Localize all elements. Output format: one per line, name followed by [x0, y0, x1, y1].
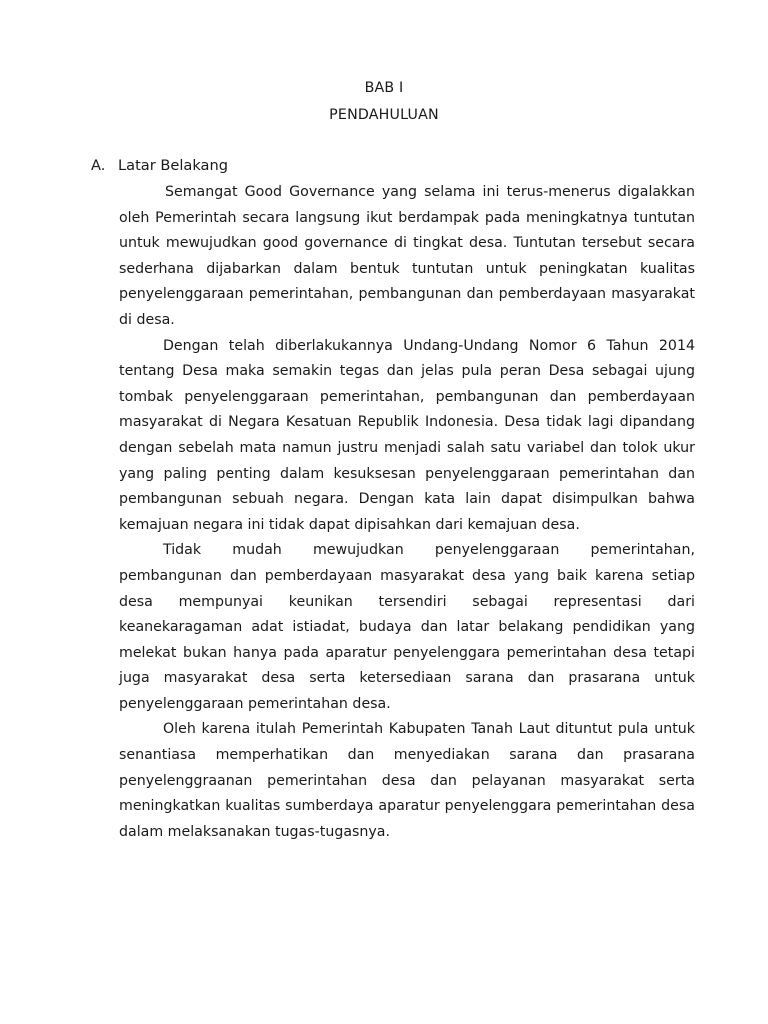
body-text — [119, 180, 695, 845]
chapter-title: PENDAHULUAN — [329, 107, 439, 123]
paragraph-3: Tidak mudah mewujudkan penyelenggaraan pemerintahan, pembangunan dan pemberdayaan masyarakat desa yang baik karena setiap desa mempunyai keunikan tersendiri sebagai representasi dari keanekaragaman adat istiadat, budaya dan latar belakang pendidikan yang melekat bukan hanya pada aparatur penyelenggara pemerintahan desa tetapi juga masyarakat desa serta ketersediaan sarana dan prasarana untuk penyelenggaraan pemerintahan desa. — [119, 542, 695, 712]
section-title: Latar Belakang — [118, 157, 229, 174]
section-heading — [91, 157, 228, 174]
section-letter: A. — [91, 157, 106, 174]
chapter-number: BAB I — [364, 80, 404, 96]
paragraph-2: Dengan telah diberlakukannya Undang-Undang Nomor 6 Tahun 2014 tentang Desa maka semakin tegas dan jelas pula peran Desa sebagai ujung tombak penyelenggaraan pemerintahan, pembangunan dan pemberdayaan masyarakat di Negara Kesatuan Republik Indonesia. Desa tidak lagi dipandang dengan sebelah mata namun justru menjadi salah satu variabel dan tolok ukur yang paling penting dalam kesuksesan penyelenggaraan pemerintahan dan pembangunan sebuah negara. Dengan kata lain dapat disimpulkan bahwa kemajuan negara ini tidak dapat dipisahkan dari kemajuan desa. — [119, 337, 695, 533]
paragraph-1: Semangat Good Governance yang selama ini terus-menerus digalakkan oleh Pemerintah secara langsung ikut berdampak pada meningkatnya tuntutan untuk mewujudkan good governance di tingkat desa. Tuntutan tersebut secara sederhana dijabarkan dalam bentuk tuntutan untuk peningkatan kualitas penyelenggaraan pemerintahan, pembangunan dan pemberdayaan masyarakat di desa. — [119, 184, 695, 328]
paragraph-4: Oleh karena itulah Pemerintah Kabupaten Tanah Laut dituntut pula untuk senantiasa memperhatikan dan menyediakan sarana dan prasarana penyelenggraanan pemerintahan desa dan pelayanan masyarakat serta meningkatkan kualitas sumberdaya aparatur penyelenggara pemerintahan desa dalam melaksanakan tugas-tugasnya. — [119, 721, 695, 840]
